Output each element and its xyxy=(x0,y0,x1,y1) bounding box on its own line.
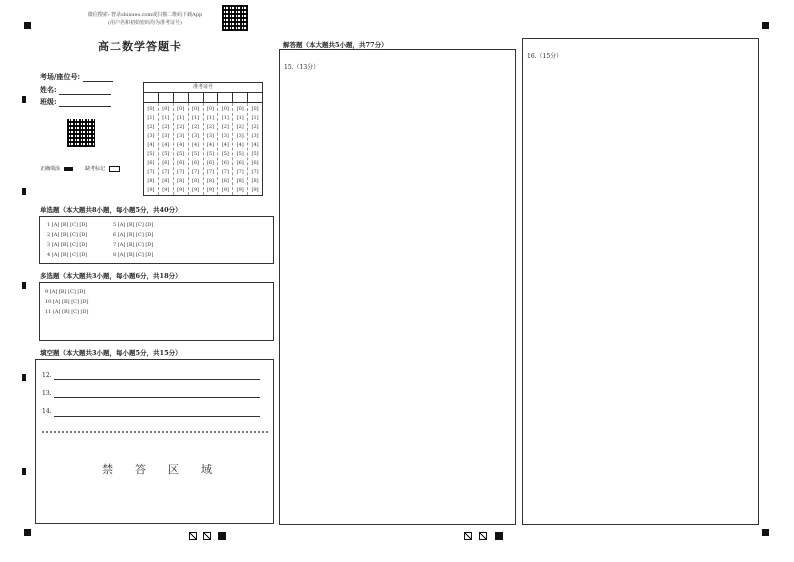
answer-line[interactable] xyxy=(54,397,260,398)
digit-bubble[interactable]: [2] xyxy=(221,124,229,130)
choice-row[interactable]: 2 [A] [B] [C] [D] xyxy=(47,232,88,238)
page-mark xyxy=(218,532,226,540)
digit-bubble[interactable]: [9] xyxy=(236,187,244,193)
side-mark xyxy=(22,188,26,195)
digit-bubble[interactable]: [3] xyxy=(147,133,155,139)
digit-bubble[interactable]: [3] xyxy=(236,133,244,139)
digit-bubble[interactable]: [2] xyxy=(206,124,214,130)
digit-bubble[interactable]: [7] xyxy=(192,169,200,175)
digit-bubble[interactable]: [9] xyxy=(221,187,229,193)
fill-blank-title: 填空题（本大题共3小题，每小题5分，共15分） xyxy=(40,349,182,357)
digit-bubble[interactable]: [7] xyxy=(221,169,229,175)
digit-bubble[interactable]: [2] xyxy=(251,124,259,130)
digit-bubble[interactable]: [8] xyxy=(147,178,155,184)
digit-bubble[interactable]: [2] xyxy=(177,124,185,130)
digit-bubble[interactable]: [3] xyxy=(251,133,259,139)
digit-bubble[interactable]: [8] xyxy=(162,178,170,184)
digit-bubble[interactable]: [3] xyxy=(221,133,229,139)
digit-bubble[interactable]: [4] xyxy=(192,142,200,148)
corner-mark xyxy=(762,529,769,536)
digit-bubble[interactable]: [0] xyxy=(251,106,259,112)
digit-bubble[interactable]: [6] xyxy=(221,160,229,166)
digit-bubble[interactable]: [5] xyxy=(147,151,155,157)
page-title: 高二数学答题卡 xyxy=(98,40,182,53)
digit-bubble[interactable]: [9] xyxy=(192,187,200,193)
digit-bubble[interactable]: [7] xyxy=(236,169,244,175)
answer-box-15[interactable] xyxy=(279,49,516,525)
digit-bubble[interactable]: [1] xyxy=(162,115,170,121)
digit-bubble[interactable]: [4] xyxy=(236,142,244,148)
digit-bubble[interactable]: [1] xyxy=(221,115,229,121)
header-note xyxy=(60,11,230,27)
fill-item-label: 14. xyxy=(42,408,52,415)
page-check-icon xyxy=(203,532,211,540)
digit-bubble[interactable]: [5] xyxy=(251,151,259,157)
filled-box-icon xyxy=(64,167,73,171)
digit-bubble[interactable]: [4] xyxy=(221,142,229,148)
digit-bubble[interactable]: [5] xyxy=(236,151,244,157)
digit-bubble[interactable]: [8] xyxy=(236,178,244,184)
digit-bubble[interactable]: [3] xyxy=(192,133,200,139)
multi-choice-title: 多选题（本大题共3小题，每小题6分，共18分） xyxy=(40,272,182,280)
digit-bubble[interactable]: [3] xyxy=(177,133,185,139)
digit-bubble[interactable]: [7] xyxy=(206,169,214,175)
digit-bubble[interactable]: [1] xyxy=(192,115,200,121)
digit-bubble[interactable]: [6] xyxy=(177,160,185,166)
header-note-line1: 微信搜索: 智录shixues.com或扫描二维码下载App xyxy=(87,12,203,18)
digit-bubble[interactable]: [3] xyxy=(162,133,170,139)
digit-bubble[interactable]: [4] xyxy=(147,142,155,148)
admission-column[interactable] xyxy=(159,103,174,195)
digit-bubble[interactable]: [2] xyxy=(236,124,244,130)
digit-bubble[interactable]: [7] xyxy=(177,169,185,175)
corner-mark xyxy=(24,529,31,536)
digit-bubble[interactable]: [0] xyxy=(147,106,155,112)
choice-row[interactable]: 9 [A] [B] [C] [D] xyxy=(45,289,86,295)
admission-label: 准考证号 xyxy=(144,83,262,93)
divider xyxy=(42,431,268,433)
fill-legend xyxy=(40,165,120,172)
digit-bubble[interactable]: [1] xyxy=(236,115,244,121)
side-mark xyxy=(22,468,26,475)
digit-bubble[interactable]: [5] xyxy=(192,151,200,157)
digit-bubble[interactable]: [0] xyxy=(221,106,229,112)
digit-bubble[interactable]: [8] xyxy=(206,178,214,184)
digit-bubble[interactable]: [0] xyxy=(206,106,214,112)
digit-bubble[interactable]: [1] xyxy=(251,115,259,121)
digit-bubble[interactable]: [3] xyxy=(206,133,214,139)
choice-row[interactable]: 10 [A] [B] [C] [D] xyxy=(45,299,89,305)
header-note-line2: (用户名和初始密码均为准考证号) xyxy=(108,20,182,26)
admission-column[interactable] xyxy=(204,103,219,195)
page-mark xyxy=(495,532,503,540)
choice-row[interactable]: 7 [A] [B] [C] [D] xyxy=(113,242,154,248)
digit-bubble[interactable]: [9] xyxy=(206,187,214,193)
digit-bubble[interactable]: [5] xyxy=(206,151,214,157)
digit-bubble[interactable]: [4] xyxy=(251,142,259,148)
choice-row[interactable]: 3 [A] [B] [C] [D] xyxy=(47,242,88,248)
admission-bubbles[interactable] xyxy=(144,103,262,195)
digit-bubble[interactable]: [6] xyxy=(251,160,259,166)
digit-bubble[interactable]: [8] xyxy=(251,178,259,184)
fill-item-label: 12. xyxy=(42,372,52,379)
page-check-icon xyxy=(464,532,472,540)
admission-column[interactable] xyxy=(248,103,262,195)
digit-bubble[interactable]: [9] xyxy=(147,187,155,193)
admission-column[interactable] xyxy=(189,103,204,195)
fill-item-label: 13. xyxy=(42,390,52,397)
qr-code-icon xyxy=(222,5,248,31)
digit-bubble[interactable]: [1] xyxy=(177,115,185,121)
admission-write-row[interactable] xyxy=(144,93,262,103)
question-16-label: 16.（15分） xyxy=(527,53,563,60)
digit-bubble[interactable]: [7] xyxy=(162,169,170,175)
single-choice-title: 单选题（本大题共8小题，每小题5分，共40分） xyxy=(40,206,182,214)
class-label: 班级: xyxy=(40,97,57,106)
digit-bubble[interactable]: [6] xyxy=(236,160,244,166)
answer-section-title: 解答题（本大题共5小题，共77分） xyxy=(283,41,388,49)
choice-row[interactable]: 8 [A] [B] [C] [D] xyxy=(113,252,154,258)
qr-code-icon xyxy=(67,119,95,147)
digit-bubble[interactable]: [4] xyxy=(177,142,185,148)
page-check-icon xyxy=(189,532,197,540)
digit-bubble[interactable]: [0] xyxy=(177,106,185,112)
admission-number-grid[interactable] xyxy=(143,82,263,196)
admission-column[interactable] xyxy=(144,103,159,195)
digit-bubble[interactable]: [4] xyxy=(206,142,214,148)
digit-bubble[interactable]: [7] xyxy=(147,169,155,175)
side-mark xyxy=(22,96,26,103)
admission-column[interactable] xyxy=(174,103,189,195)
digit-bubble[interactable]: [6] xyxy=(162,160,170,166)
digit-bubble[interactable]: [6] xyxy=(192,160,200,166)
digit-bubble[interactable]: [0] xyxy=(236,106,244,112)
digit-bubble[interactable]: [2] xyxy=(192,124,200,130)
name-field[interactable] xyxy=(40,85,111,95)
answer-box-16[interactable] xyxy=(522,38,759,525)
correct-fill-label: 正确填涂 xyxy=(40,166,61,172)
admission-column[interactable] xyxy=(218,103,233,195)
digit-bubble[interactable]: [7] xyxy=(251,169,259,175)
choice-row[interactable]: 1 [A] [B] [C] [D] xyxy=(47,222,88,228)
side-mark xyxy=(22,282,26,289)
page-check-icon xyxy=(479,532,487,540)
name-label: 姓名: xyxy=(40,85,57,94)
choice-row[interactable]: 4 [A] [B] [C] [D] xyxy=(47,252,88,258)
digit-bubble[interactable]: [6] xyxy=(206,160,214,166)
side-mark xyxy=(22,374,26,381)
multi-choice-box xyxy=(39,282,274,341)
question-15-label: 15.（13分） xyxy=(284,64,320,71)
absent-box-icon[interactable] xyxy=(109,166,120,172)
digit-bubble[interactable]: [1] xyxy=(147,115,155,121)
digit-bubble[interactable]: [2] xyxy=(147,124,155,130)
digit-bubble[interactable]: [5] xyxy=(221,151,229,157)
digit-bubble[interactable]: [6] xyxy=(147,160,155,166)
single-choice-box xyxy=(39,216,274,264)
corner-mark xyxy=(24,22,31,29)
admission-column[interactable] xyxy=(233,103,248,195)
corner-mark xyxy=(762,22,769,29)
digit-bubble[interactable]: [9] xyxy=(177,187,185,193)
forbidden-zone-label: 禁答区域 xyxy=(102,463,234,476)
digit-bubble[interactable]: [8] xyxy=(177,178,185,184)
exam-room-field[interactable] xyxy=(40,72,113,82)
choice-row[interactable]: 11 [A] [B] [C] [D] xyxy=(45,309,89,315)
digit-bubble[interactable]: [9] xyxy=(162,187,170,193)
digit-bubble[interactable]: [5] xyxy=(162,151,170,157)
absent-mark-label: 缺考标记 xyxy=(85,166,106,172)
choice-row[interactable]: 5 [A] [B] [C] [D] xyxy=(113,222,154,228)
exam-room-label: 考场/座位号: xyxy=(40,72,81,81)
digit-bubble[interactable]: [8] xyxy=(221,178,229,184)
digit-bubble[interactable]: [4] xyxy=(162,142,170,148)
class-field[interactable] xyxy=(40,97,111,107)
digit-bubble[interactable]: [8] xyxy=(192,178,200,184)
digit-bubble[interactable]: [9] xyxy=(251,187,259,193)
answer-line[interactable] xyxy=(54,416,260,417)
digit-bubble[interactable]: [0] xyxy=(162,106,170,112)
digit-bubble[interactable]: [5] xyxy=(177,151,185,157)
choice-row[interactable]: 6 [A] [B] [C] [D] xyxy=(113,232,154,238)
digit-bubble[interactable]: [2] xyxy=(162,124,170,130)
answer-line[interactable] xyxy=(54,379,260,380)
digit-bubble[interactable]: [0] xyxy=(192,106,200,112)
fill-blank-box xyxy=(35,359,274,524)
digit-bubble[interactable]: [1] xyxy=(206,115,214,121)
